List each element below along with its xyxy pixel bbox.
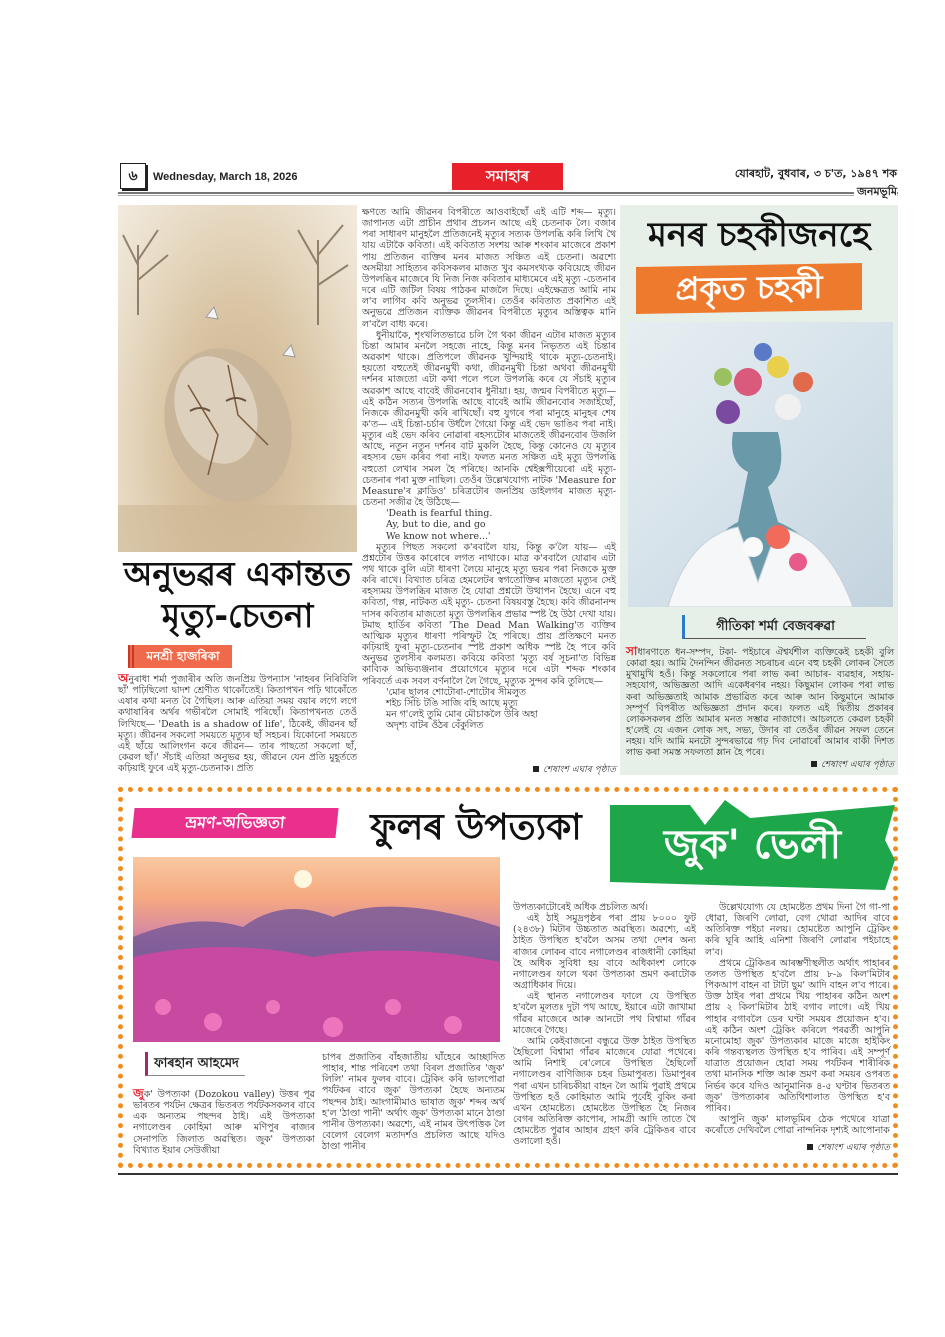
cracked-face-desert-image xyxy=(118,205,357,552)
paragraph: ধাৰণাতে ধন-সম্পদ, টকা- পইচাৰে ঐশ্বৰ্যশীল ব্যক্তিকেই চহকী বুলি কোৱা হয়। আমি দৈনন্দিন জীৱনত সচৰাচৰ এনে বহু চহকী লোকৰ সৈতে মুখামুখি হওঁ। কিন্তু সকলোৰে পৰা লাভ কৰা আচাৰ- ব্যৱহাৰ, সহায়-সহযোগ, অভিজ্ঞতা আদি একেধৰণৰ নহয়। কিছুমান লোকৰ পৰা লাভ কৰা অভিজ্ঞতাই আমাক প্ৰভাৱিত কৰে আৰু আন কিছুমানে আমাক সম্পূৰ্ণ বিপৰীত অভিজ্ঞতা প্ৰদান কৰে। ফলত এই দ্বিতীয় প্ৰকাৰৰ লোকসকলৰ প্ৰতি আমাৰ মনত সম্ভাৱ নাজাগে। আচলতে কেৱল চহকী হ'লেই যে এজন লোক সৎ, সভ্য, উদাৰ বা তেওঁৰ জীৱন সফল তেনে নহয়। যদি আমি মনটো সুন্দৰভাৱে গঢ় দিব নোৱাৰোঁ আমাৰ বাকী দিশত লাভ কৰা সমস্ত সফলতা ম্লান হৈ পৰে। xyxy=(626,647,894,759)
flower-valley-image xyxy=(133,857,500,1042)
title-banner xyxy=(610,800,895,890)
article-body-col3 xyxy=(513,902,696,1147)
drop-cap: সা xyxy=(626,644,638,658)
paragraph: এই স্থানত নগালেণ্ডৰ ফালে যে উপস্থিত হ'বলৈ মূলতঃ দুটা পথ আছে, ইয়াৰে এটা জাখামা গাঁৱৰ মাজেৰে আৰু আনটো পথ বিশ্বামা গাঁৱৰ মাজেৰে গৈছে। xyxy=(513,991,696,1036)
poem-line: 'মোৰ ছালৰ শোটোৰা-শোটোৰ সীমলুত xyxy=(386,686,526,698)
paragraph: ক্ষণতে আমি জীৱনৰ বিপৰীতে আওবাইছোঁ এই এটি শব্দ— মৃত্যু। জাপানত এটা প্ৰাচীন প্ৰথাৰ প্ৰচলন আছে এই চেতনাক লৈ। বজাৰ পৰা সাধাৰণ মানুহলৈ প্ৰতিজনেই মৃত্যুৰ সত্যক উপলব্ধি কৰি লিখি থৈ যায় এটাকৈ কবিতা। এই কবিতাত সংশয় আৰু শংকাৰ মাজেৰে প্ৰকাশ পায় প্ৰতিজন ব্যক্তিৰ মনৰ মাজত সঞ্চিত এই চেতনা। অৱশ্যে অসমীয়া সাহিত্যৰ কবিসকলৰ মাজত খুব কমসংখ্যক কবিয়েহে জীৱন উপলব্ধিৰ মাজেৰে যি নিজ নিজ কবিতাৰ মাধ্যমেৰে এই মৃত্যু -চেতনাৰ দৰে এটি জটিল বিষয় পাঠকৰ মাজলৈ দিছে। এইক্ষেত্ৰত আমি নাম ল'ব লাগিব কবি অনুভৱ তুলসীৰ। তেওঁৰ কবিতাত প্ৰকাশিত এই অনুভৱে প্ৰতিজন ব্যক্তিক জীৱনৰ বিপৰীতে মৃত্যুৰ অস্তিত্বক মানি ল'বলৈ বাধ্য কৰে। xyxy=(362,207,616,330)
byline: মনশ্ৰী হাজৰিকা xyxy=(128,645,232,668)
article-body-col1 xyxy=(133,1088,315,1156)
article-body-col1 xyxy=(118,673,357,774)
drop-cap: অ xyxy=(118,671,129,685)
article-body-col4 xyxy=(705,902,890,1136)
article-headline: মনৰ চহকীজনহে xyxy=(647,215,871,255)
drop-cap: জু xyxy=(133,1086,144,1100)
poem-line: শইচ সিঁচি টঙি সাজি বহি আছে মৃত্যু xyxy=(386,697,518,709)
woman-flowers-image xyxy=(628,322,893,607)
continued-text: শেষাংশ এঘাৰ পৃষ্ঠাত xyxy=(817,1143,890,1153)
section-title: সমাহাৰ xyxy=(452,163,563,190)
paragraph: ধুনীয়াকৈ, শৃংখলিতভাৱে চলি গৈ থকা জীৱন এটাৰ মাজত মৃত্যুৰ চিন্তা আমাৰ মনলৈ সহজে নাহে, কিন্তু মনৰ নিভৃতত এই চিন্তাৰ অৱকাশ থাকে। প্ৰতিপলে জীৱনক খুন্দিয়াই থাকে মৃত্যু-চেতনাই। হয়তো বহুতেই জীৱনমুখী কথা, জীৱনমুখী চিন্তা অথবা জীৱনমুখী দৰ্শনৰ মাজতো এটা কথা পলে পলে উপলব্ধি কৰে যে সঁচাই মৃত্যুৰ অৱকাশ আছে বাবেই জীৱনবোৰ ধুনীয়া। হয়, জন্মৰ বিপৰীতে মৃত্যু— এই কঠিন সত্যৰ উপলব্ধি আছে বাবেই আমি জীৱনবোৰ সজাইছোঁ, নিজকে জীৱনমুখী কৰি ৰাখিছোঁ। বহু যুগৰে পৰা মানুহে মানুহৰ শেষ ক'ত— এই চিন্তা-চৰ্চাৰ উৰ্ধলৈ গৈয়ো কিন্তু এই ভেদ ভাঙিব পৰা নাই। মৃত্যুৰ এই ভেদ কৰিব নোৱাৰা ৰহস্যটোৰ মাজতেই জীৱনবোৰ উজলি আছে, নতুন নতুন দৰ্শনৰ বাট মুকলি হৈছে, কিন্তু কোনেও যে মৃত্যুৰ ৰহস্যৰ ভেদ কৰিব পৰা নাই। ফলত মনত সঞ্চিত এই মৃত্যু উপলব্ধি বহুতো লেখাৰ সমল হৈ পৰিছে। আনকি শ্বেইক্সপীয়েৰো এই মৃত্যু-চেতনাৰ পৰা মুক্ত নাছিল। তেওঁৰ উল্লেখযোগ্য নাটক 'Measure for Measure'ৰ ক্লাডিও' চৰিত্ৰটোৰ জনপ্ৰিয় ডাইলগৰ মাজত মৃত্যু-চেতনা সজীৱ হৈ উঠিছে— xyxy=(362,329,616,509)
headline-line-2: মৃত্যু-চেতনা xyxy=(161,596,314,635)
article-headline: ফুলৰ উপত্যকা xyxy=(370,807,582,848)
footer-rule xyxy=(118,1173,898,1175)
poem-line: মন গ'লেই তুমি মোৰ মৌচাকলৈ উৰি অহা xyxy=(386,709,538,721)
banner-text: জুক' ভেলী xyxy=(663,822,842,868)
article-body xyxy=(626,646,894,759)
continued-text: শেষাংশ এঘাৰ পৃষ্ঠাত xyxy=(821,760,894,770)
paragraph: মৃত্যুৰ পিছত সকলো ক'ৰবালৈ যায়, কিন্তু ক'লৈ যায়— এই প্ৰশ্নটোৰ উত্তৰ কাৰোৰে লগত নাথাকে। মাত্ৰ ক'ৰবালৈ যোৱাৰ এটা পথ থাকে বুলি এটা ধাৰণা লৈয়ে মানুহে মৃত্যু ভয়ৰ পৰা নিজকে মুক্ত কৰি ৰাখে। বিখ্যাত চৰিত্ৰ হেমলেটৰ স্বগতোক্তিৰ মাজতো মৃত্যুৰ সেই ৰহস্যময় উপলব্ধিৰ মাজত হৈ যোৱা প্ৰশ্নটো উত্থাপন হৈছে। এনে বহু কবিতা, গল্প, নাটকত এই মৃত্যু- চেতনা বিষয়বস্তু হৈছে। কবি জীৱনানন্দ দাসৰ কবিতাৰ মাজতো মৃত্যু উপলব্ধিৰ প্ৰভাৱ স্পষ্ট হৈ উঠা দেখা যায়। টমাছ হাৰ্ডিৰ কবিতা 'The Dead Man Walking'ত ব্যক্তিৰ আত্মিক মৃত্যুৰ ধাৰণা পৰিস্ফুট হৈ পৰিছে। প্ৰায় প্ৰতিক্ষণে মনত কঢ়িয়াই ফুৰা মৃত্যু-চেতনাৰ স্পষ্ট প্ৰকাশ অধিক স্পষ্ট হৈ পৰে কবি অনুভৱ তুলসীৰ কলমত। কবিয়ে কবিতা 'মৃত্যু বৰ্ষ সূচনা'ত বিভিন্ন কাব্যিক অভিব্যঞ্জনাৰ প্ৰয়োগেৰে মৃত্যুৰ দৰে এটা শব্দক শংকাৰ পৰিবৰ্তে এক সবল বৰ্ণনালৈ লৈ গৈছে, মৃত্যুক সুন্দৰ কৰি তুলিছে— xyxy=(362,541,616,687)
continued-note xyxy=(626,757,894,772)
poem-line: We know not where...' xyxy=(386,530,491,542)
byline: গীতিকা শৰ্মা বেজবৰুৱা xyxy=(682,615,866,639)
continued-text: শেষাংশ এঘাৰ পৃষ্ঠাত xyxy=(543,765,616,775)
header-rule xyxy=(118,192,898,194)
paragraph: আপুনি জুক' মালভূমিৰ ঠেক পথেৰে যাত্ৰা কৰোঁতে দেখিবলৈ পোৱা নান্দনিক দৃশ্যই আপোনাক xyxy=(705,1113,890,1137)
newspaper-logo: জনমভূমি xyxy=(854,183,897,202)
category-label: ভ্ৰমণ-অভিজ্ঞতা xyxy=(131,808,338,838)
article-body-col2 xyxy=(362,207,616,731)
paragraph: প্ৰথমে ট্ৰেকিঙৰ আৰম্ভণীস্থলীত অৰ্থাৎ পাহাৰৰ তলত উপস্থিত হ'বলৈ প্ৰায় ৮-৯ কিল'মিটাৰ পিকআপ বাহন বা টাটা ছুম' আদি বাহন ল'ব পাৰে। উক্ত ঠাইৰ পৰা প্ৰথমে খিয় পাহাৰৰ কঠিন অংশ প্ৰায় ২ কিল'মিটাৰ ঠাই বগাব লাগে। এই খিয় পাহাৰ বগাবলৈ ডেৰ ঘণ্টা সময়ৰ প্ৰয়োজন হ'ব। এই কঠিন অংশ ট্ৰেকিং কৰিলে পৰৱৰ্তী আপুনি মনোমোহা জুক' উপত্যকাৰ মাজে মাজে হাইকিং কৰি গন্তব্যস্থলত উপস্থিত হ'ব পাৰিব। এই সম্পূৰ্ণ যাত্ৰাত প্ৰয়োজন হোৱা সময় পৰ্যটকৰ শাৰীৰিক তথা মানসিক শক্তি আৰু ভ্ৰমণ কৰা সময়ৰ ওপৰত নিৰ্ভৰ কৰে যদিও আনুমানিক ৪-৫ ঘণ্টাৰ ভিতৰত জুক' উপত্যকাৰ অতিথিশালাত উপস্থিত হ'ব পাৰিব। xyxy=(705,957,890,1114)
page-number: ৬ xyxy=(120,163,146,189)
paragraph: এই ঠাই সমুদ্ৰপৃষ্ঠৰ পৰা প্ৰায় ৮০০০ ফুট (২৪৩৮) মিটাৰ উচ্চতাত অৱস্থিত। অৱশ্যে, এই ঠাইত উপস্থিত হ'বলৈ অসম তথা দেশৰ অন্য ৰাজ্যৰ লোকৰ বাবে নগালেণ্ডৰ ৰাজধানী কোহিমা হৈ অধিক সুবিধা হয় বাবে অধিকাংশ লোকে নগালেণ্ডৰ ফালে থকা উপত্যকা ভ্ৰমণ কৰাটোক অগ্ৰাধিকাৰ দিয়ে। xyxy=(513,913,696,992)
paragraph: নুৰাধা শৰ্মা পুজাৰীৰ অতি জনপ্ৰিয় উপন্যাস 'নাহৰৰ নিৰিবিলি ছাঁ' পঢ়িছিলো দ্বাদশ শ্ৰেণীত থাকোঁতেই। কিতাপখন পঢ়ি থাকোঁতে এষাৰ কথা মনত বৈ গৈছিল। আৰু এতিয়া সময় বয়াৰ লগে লগে কথাষাৰিৰ অৰ্থৰ গভীৰলৈ সোমাই পৰিছোঁ। কিতাপখনত তেওঁ লিখিছে— 'Death is a shadow of life', ঠিকেই, জীৱনৰ ছাঁ মৃত্যু। জীৱনৰ সকলো সময়তে মৃত্যুৰ ছাঁ সহচৰ। যিকোনো সময়তে এই ছাঁয়ে আলিংগন কৰে জীৱন— তাৰ পাছতো সকলো ছাঁ, কেৱল ছাঁ।' সঁচাই এতিয়া অনুভৱ হয়, জীৱনে যেন প্ৰতি মুহূৰ্ততে কঢ়িয়াই ফুৰে এই মৃত্যু-চেতনাক। প্ৰতি xyxy=(118,674,357,775)
poem-line: 'Death is fearful thing. xyxy=(386,508,493,520)
poem-line: Ay, but to die, and go xyxy=(386,519,486,531)
paragraph: চাপৰ প্ৰজাতিৰ বাঁহজাতীয় ঘাঁহেৰে আচ্ছাদিত পাহাৰ, শান্ত পৰিবেশ তথা বিৰল প্ৰজাতিৰ 'জুক' লিলি' নামৰ ফুলৰ বাবে। ট্ৰেকিং কৰি ভালপোৱা পৰ্যটকৰ বাবে জুক' উপত্যকা হৈছে অন্যতম পছন্দৰ ঠাই। আংগামীমাও ভাষাত জুক' শব্দৰ অৰ্থ হ'ল 'ঠাণ্ডা পানী' অৰ্থাৎ জুক' উপত্যকা মানে ঠাণ্ডা পানীৰ উপত্যকা। অৱশ্যে, এই নামৰ উৎপত্তিক লৈ বেলেগ বেলেগ মতাদৰ্শও প্ৰচলিত আছে যদিও ঠাণ্ডা পানীৰ xyxy=(322,1052,505,1153)
article-headline xyxy=(118,553,357,637)
paragraph: উল্লেখযোগ্য যে হোমষ্টেত প্ৰথম দিনা গৈ গা-পা ধোৱা, জিৰণি লোৱা, বেগ থোৱা আদিৰ বাবে অতিৰিক্ত পইচা নলয়। হোমষ্টেত আপুনি ট্ৰেকিং কৰি ঘূৰি আহি এনিশা জিৰণি লোৱাৰ পইচাহে ল'ব। xyxy=(705,902,890,958)
headline-highlight: প্ৰকৃত চহকী xyxy=(636,263,862,314)
date-english: Wednesday, March 18, 2026 xyxy=(153,171,298,183)
poem-line: অদৃশ্য বাটৰ ওঁঠৰ বেঁকুলিত xyxy=(386,720,484,732)
continued-note xyxy=(705,1140,890,1155)
headline-line-1: অনুভৱৰ একান্তত xyxy=(123,554,352,593)
header-rule-thin xyxy=(118,195,898,196)
paragraph: আমি কেইবাজনো বন্ধুৱে উক্ত ঠাইত উপস্থিত হৈছিলো বিশ্বামা গাঁৱৰ মাজেৰে যোৱা পথেৰে। আমি নিশাই ৰে'লেৰে উপস্থিত হৈছিলোঁ নগালেণ্ডৰ বাণিজ্যিক চহৰ ডিমাপুৰত। ডিমাপুৰৰ পৰা এখন চাৰিচকীয়া বাহন লৈ আমি পুৱাই প্ৰথমে উপস্থিত হওঁ কোহিমাত আমি পূৰ্বেই বুকিং কৰা এখন হোমষ্টেত। হোমষ্টেত উপস্থিত হৈ নিজৰ বেগৰ অতিৰিক্ত কাপোৰ, সামগ্ৰী আদি তাতে থৈ হোমষ্টেত পুৱাৰ আহাৰ গ্ৰহণ কৰি ট্ৰেকিঙৰ বাবে ওলালো হওঁ। xyxy=(513,1035,696,1148)
article-body-col2 xyxy=(322,1052,505,1152)
continued-note xyxy=(362,762,616,777)
paragraph: উপত্যকাটোৰেই অধিক প্ৰচলিত অৰ্থ। xyxy=(513,902,648,913)
paragraph: ক' উপত্যকা (Dozokou valley) উত্তৰ পূৱ ভাৰতৰ পৰ্যটন ক্ষেত্ৰৰ ভিতৰত পৰ্যটকসকলৰ বাবে এক অন্যতম পছন্দৰ ঠাই। এই উপত্যকা নগালেণ্ডৰ কোহিমা আৰু মণিপুৰ ৰাজ্যৰ সেনাপতি জিলাত অৱস্থিত। জুক' উপত্যকা বিখ্যাত ইয়াৰ সেউজীয়া xyxy=(133,1089,315,1156)
byline: ফাৰহান আহমেদ xyxy=(145,1052,245,1076)
date-assamese: যোৰহাট, বুধবাৰ, ৩ চ'ত, ১৯৪৭ শক xyxy=(734,167,897,180)
